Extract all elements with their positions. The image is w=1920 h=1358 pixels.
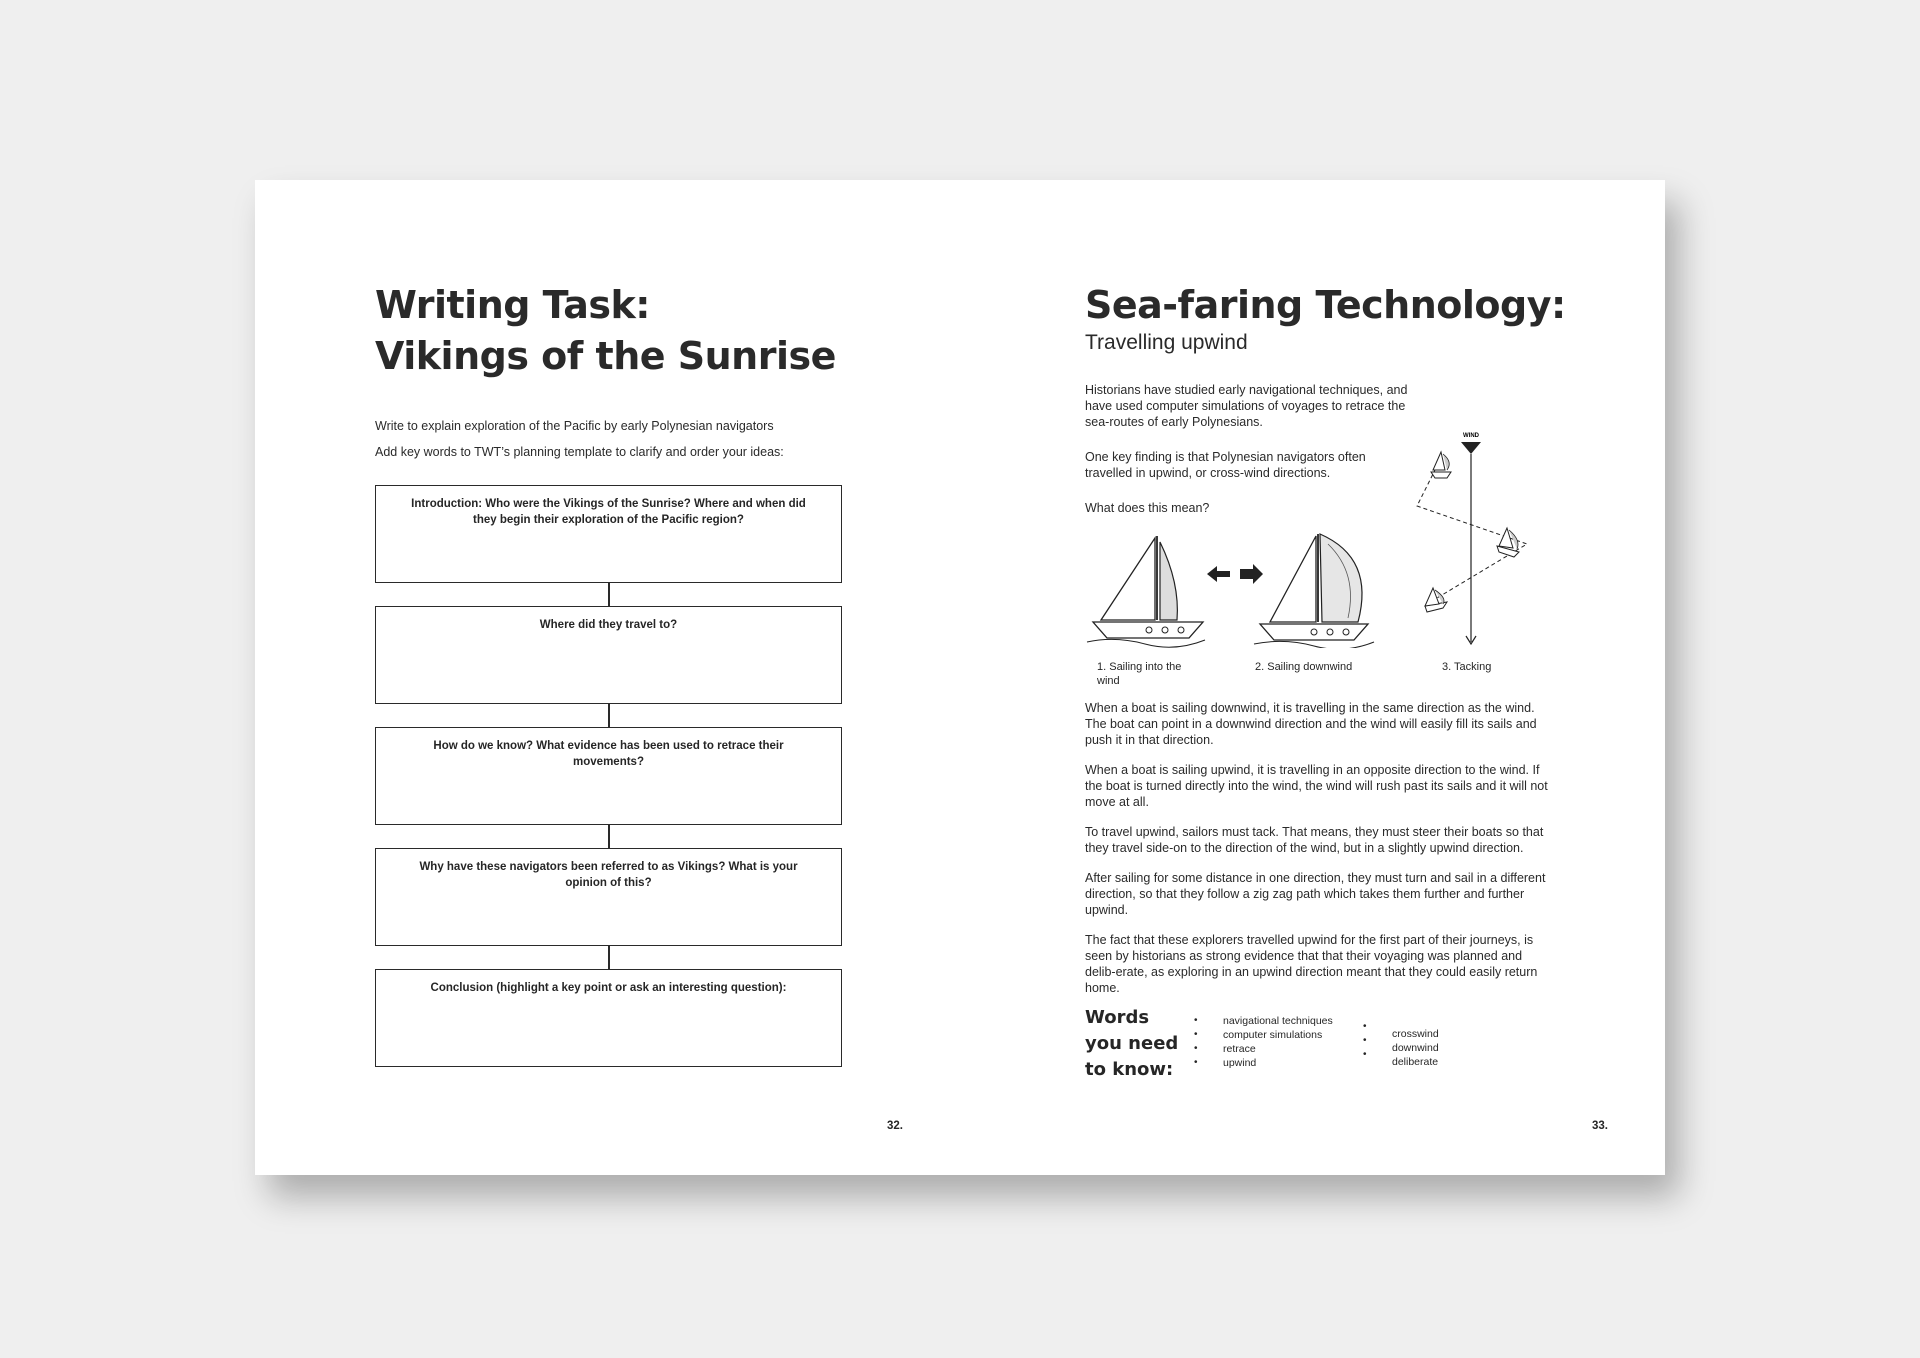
boat-downwind-illustration bbox=[1240, 528, 1390, 648]
caption-sailing-downwind: 2. Sailing downwind bbox=[1255, 661, 1353, 673]
planning-box-where: Where did they travel to? bbox=[375, 606, 842, 704]
left-intro-2: Add key words to TWT’s planning template to clarify and order your ideas: bbox=[375, 445, 784, 459]
book-spread bbox=[255, 180, 1665, 1175]
right-page-number: 33. bbox=[1592, 1120, 1608, 1132]
tacking-boat-icon bbox=[1497, 528, 1519, 557]
right-arrow-icon bbox=[1240, 564, 1263, 584]
caption-sailing-into-wind: 1. Sailing into the wind bbox=[1097, 661, 1182, 687]
box-connector bbox=[608, 583, 610, 606]
left-page-number: 32. bbox=[887, 1120, 903, 1132]
words-heading-line: you need bbox=[1085, 1033, 1179, 1054]
boat-into-wind-illustration bbox=[1085, 528, 1235, 648]
intro-paragraph-2: One key finding is that Polynesian navigators often travelled in upwind, or cross-wind directions. bbox=[1085, 450, 1366, 480]
body-paragraph-1: When a boat is sailing downwind, it is travelling in the same direction as the wind. The boat can point in a downwind direction and the wind will easily fill its sails and push it in that direction. bbox=[1085, 701, 1537, 747]
left-page-title bbox=[375, 280, 836, 382]
wind-arrow-icon bbox=[1461, 442, 1481, 454]
word-item: retrace bbox=[1223, 1043, 1256, 1055]
body-paragraph-3: To travel upwind, sailors must tack. That means, they must steer their boats so that they travel side-on to the direction of the wind, but in a slightly upwind direction. bbox=[1085, 825, 1544, 855]
body-paragraph-2: When a boat is sailing upwind, it is travelling in an opposite direction to the wind. If the boat is turned directly into the wind, the wind will rush past its sails and it will not move at all. bbox=[1085, 763, 1548, 809]
word-item: upwind bbox=[1223, 1057, 1257, 1069]
box-connector bbox=[608, 946, 610, 969]
planning-box-conclusion: Conclusion (highlight a key point or ask an interesting question): bbox=[375, 969, 842, 1067]
words-heading-line: to know: bbox=[1085, 1059, 1174, 1080]
planning-box-introduction: Introduction: Who were the Vikings of the Sunrise? Where and when did they begin their exploration of the Pacific region? bbox=[375, 485, 842, 583]
intro-paragraph-1: Historians have studied early navigational techniques, and have used computer simulations of voyages to retrace the sea-routes of early Polynesians. bbox=[1085, 383, 1408, 429]
tacking-diagram bbox=[1405, 430, 1545, 650]
right-page-subtitle: Travelling upwind bbox=[1085, 331, 1248, 354]
left-title-line-1: Writing Task: bbox=[375, 283, 650, 327]
tacking-boat-icon bbox=[1431, 452, 1451, 478]
words-heading-line: Words bbox=[1085, 1007, 1150, 1028]
bullet-column-1: • • • • bbox=[1194, 1015, 1198, 1068]
word-item: crosswind bbox=[1392, 1028, 1439, 1040]
word-item: deliberate bbox=[1392, 1056, 1439, 1068]
word-list-1 bbox=[1223, 1014, 1333, 1070]
word-list-2 bbox=[1392, 1027, 1439, 1069]
left-page bbox=[255, 180, 960, 1175]
question-text: What does this mean? bbox=[1085, 501, 1210, 515]
word-item: computer simulations bbox=[1223, 1029, 1323, 1041]
planning-box-evidence: How do we know? What evidence has been used to retrace their movements? bbox=[375, 727, 842, 825]
box-connector bbox=[608, 825, 610, 848]
words-heading bbox=[1085, 1005, 1178, 1083]
tacking-boat-icon bbox=[1425, 588, 1447, 612]
body-paragraph-4: After sailing for some distance in one direction, they must turn and sail in a different direction, so that they follow a zig zag path which takes them further and further upwind. bbox=[1085, 871, 1546, 917]
left-title-line-2: Vikings of the Sunrise bbox=[375, 334, 836, 378]
bullet-column-2: • • • bbox=[1363, 1021, 1367, 1060]
left-intro-1: Write to explain exploration of the Pacific by early Polynesian navigators bbox=[375, 419, 774, 433]
body-paragraph-5: The fact that these explorers travelled upwind for the first part of their journeys, is seen by historians as strong evidence that that their voyaging was planned and delib-erate, as exploring in an upwind direction meant that they could easily return home. bbox=[1085, 933, 1538, 995]
planning-box-vikings: Why have these navigators been referred to as Vikings? What is your opinion of this? bbox=[375, 848, 842, 946]
right-page-title: Sea-faring Technology: bbox=[1085, 283, 1566, 327]
wind-label: WIND bbox=[1463, 433, 1479, 439]
caption-tacking: 3. Tacking bbox=[1442, 661, 1492, 673]
box-connector bbox=[608, 704, 610, 727]
word-item: navigational techniques bbox=[1223, 1015, 1333, 1027]
word-item: downwind bbox=[1392, 1042, 1439, 1054]
left-arrow-icon bbox=[1207, 566, 1230, 582]
right-page bbox=[960, 180, 1665, 1175]
